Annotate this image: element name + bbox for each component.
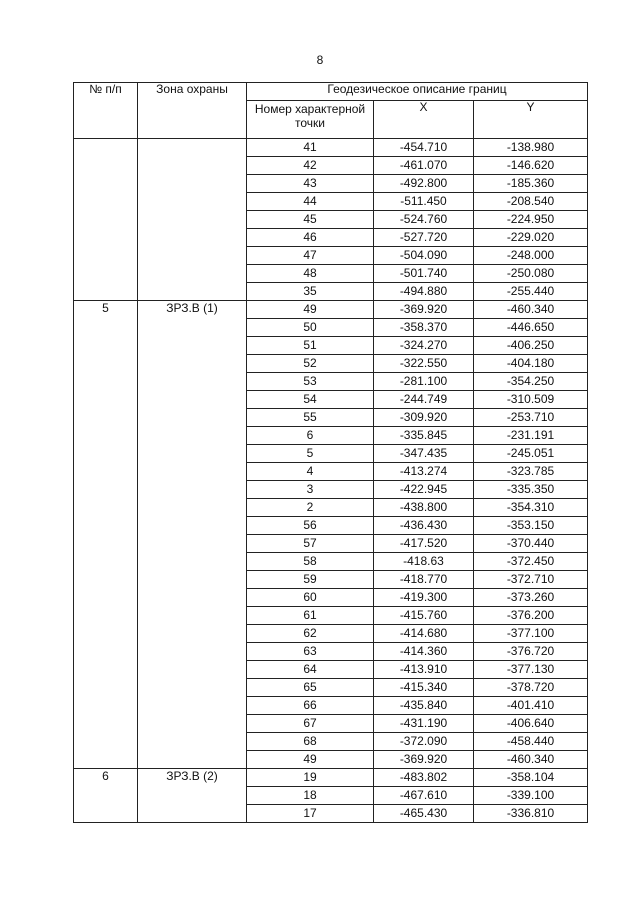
point-number-cell: 42 bbox=[247, 157, 374, 175]
x-coordinate-cell: -524.760 bbox=[374, 211, 474, 229]
x-coordinate-cell: -413.910 bbox=[374, 661, 474, 679]
point-number-cell: 41 bbox=[247, 139, 374, 157]
x-coordinate-cell: -358.370 bbox=[374, 319, 474, 337]
page-number: 8 bbox=[316, 53, 324, 67]
point-number-cell: 5 bbox=[247, 445, 374, 463]
y-coordinate-cell: -358.104 bbox=[474, 769, 588, 787]
y-coordinate-cell: -248.000 bbox=[474, 247, 588, 265]
y-coordinate-cell: -231.191 bbox=[474, 427, 588, 445]
y-coordinate-cell: -250.080 bbox=[474, 265, 588, 283]
y-coordinate-cell: -146.620 bbox=[474, 157, 588, 175]
y-coordinate-cell: -323.785 bbox=[474, 463, 588, 481]
point-number-cell: 51 bbox=[247, 337, 374, 355]
point-number-cell: 2 bbox=[247, 499, 374, 517]
x-coordinate-cell: -422.945 bbox=[374, 481, 474, 499]
y-coordinate-cell: -460.340 bbox=[474, 301, 588, 319]
point-number-cell: 67 bbox=[247, 715, 374, 733]
section-number: 6 bbox=[74, 769, 138, 823]
point-number-cell: 63 bbox=[247, 643, 374, 661]
x-coordinate-cell: -281.100 bbox=[374, 373, 474, 391]
point-number-cell: 53 bbox=[247, 373, 374, 391]
point-number-cell: 45 bbox=[247, 211, 374, 229]
y-coordinate-cell: -376.200 bbox=[474, 607, 588, 625]
table-row bbox=[74, 769, 588, 787]
point-number-cell: 59 bbox=[247, 571, 374, 589]
x-coordinate-cell: -436.430 bbox=[374, 517, 474, 535]
x-coordinate-cell: -438.800 bbox=[374, 499, 474, 517]
y-coordinate-cell: -255.440 bbox=[474, 283, 588, 301]
point-number-cell: 3 bbox=[247, 481, 374, 499]
y-coordinate-cell: -253.710 bbox=[474, 409, 588, 427]
y-coordinate-cell: -354.310 bbox=[474, 499, 588, 517]
x-coordinate-cell: -418.770 bbox=[374, 571, 474, 589]
point-number-cell: 50 bbox=[247, 319, 374, 337]
y-coordinate-cell: -377.130 bbox=[474, 661, 588, 679]
point-number-cell: 48 bbox=[247, 265, 374, 283]
y-coordinate-cell: -336.810 bbox=[474, 805, 588, 823]
x-coordinate-cell: -494.880 bbox=[374, 283, 474, 301]
section-zone: ЗРЗ.В (2) bbox=[138, 769, 247, 823]
point-number-cell: 61 bbox=[247, 607, 374, 625]
header-geodetic-description: Геодезическое описание границ bbox=[247, 83, 588, 101]
x-coordinate-cell: -454.710 bbox=[374, 139, 474, 157]
y-coordinate-cell: -353.150 bbox=[474, 517, 588, 535]
x-coordinate-cell: -415.760 bbox=[374, 607, 474, 625]
x-coordinate-cell: -431.190 bbox=[374, 715, 474, 733]
point-number-cell: 18 bbox=[247, 787, 374, 805]
y-coordinate-cell: -460.340 bbox=[474, 751, 588, 769]
header-x: X bbox=[374, 101, 474, 139]
x-coordinate-cell: -492.800 bbox=[374, 175, 474, 193]
x-coordinate-cell: -483.802 bbox=[374, 769, 474, 787]
x-coordinate-cell: -419.300 bbox=[374, 589, 474, 607]
x-coordinate-cell: -414.360 bbox=[374, 643, 474, 661]
point-number-cell: 47 bbox=[247, 247, 374, 265]
header-number: № п/п bbox=[74, 83, 138, 139]
y-coordinate-cell: -185.360 bbox=[474, 175, 588, 193]
point-number-cell: 4 bbox=[247, 463, 374, 481]
y-coordinate-cell: -245.051 bbox=[474, 445, 588, 463]
point-number-cell: 35 bbox=[247, 283, 374, 301]
y-coordinate-cell: -138.980 bbox=[474, 139, 588, 157]
y-coordinate-cell: -406.640 bbox=[474, 715, 588, 733]
point-number-cell: 62 bbox=[247, 625, 374, 643]
x-coordinate-cell: -369.920 bbox=[374, 751, 474, 769]
x-coordinate-cell: -413.274 bbox=[374, 463, 474, 481]
point-number-cell: 43 bbox=[247, 175, 374, 193]
y-coordinate-cell: -224.950 bbox=[474, 211, 588, 229]
x-coordinate-cell: -414.680 bbox=[374, 625, 474, 643]
point-number-cell: 44 bbox=[247, 193, 374, 211]
x-coordinate-cell: -324.270 bbox=[374, 337, 474, 355]
y-coordinate-cell: -354.250 bbox=[474, 373, 588, 391]
y-coordinate-cell: -458.440 bbox=[474, 733, 588, 751]
point-number-cell: 17 bbox=[247, 805, 374, 823]
x-coordinate-cell: -309.920 bbox=[374, 409, 474, 427]
x-coordinate-cell: -415.340 bbox=[374, 679, 474, 697]
section-number bbox=[74, 139, 138, 301]
x-coordinate-cell: -347.435 bbox=[374, 445, 474, 463]
table-row bbox=[74, 301, 588, 319]
boundary-coordinates-table bbox=[73, 82, 588, 823]
y-coordinate-cell: -404.180 bbox=[474, 355, 588, 373]
section-zone bbox=[138, 139, 247, 301]
point-number-cell: 52 bbox=[247, 355, 374, 373]
y-coordinate-cell: -446.650 bbox=[474, 319, 588, 337]
x-coordinate-cell: -435.840 bbox=[374, 697, 474, 715]
y-coordinate-cell: -370.440 bbox=[474, 535, 588, 553]
y-coordinate-cell: -372.450 bbox=[474, 553, 588, 571]
x-coordinate-cell: -372.090 bbox=[374, 733, 474, 751]
header-y: Y bbox=[474, 101, 588, 139]
x-coordinate-cell: -467.610 bbox=[374, 787, 474, 805]
table-body bbox=[74, 139, 588, 823]
point-number-cell: 65 bbox=[247, 679, 374, 697]
x-coordinate-cell: -417.520 bbox=[374, 535, 474, 553]
point-number-cell: 64 bbox=[247, 661, 374, 679]
point-number-cell: 55 bbox=[247, 409, 374, 427]
point-number-cell: 68 bbox=[247, 733, 374, 751]
point-number-cell: 6 bbox=[247, 427, 374, 445]
y-coordinate-cell: -406.250 bbox=[474, 337, 588, 355]
x-coordinate-cell: -461.070 bbox=[374, 157, 474, 175]
x-coordinate-cell: -244.749 bbox=[374, 391, 474, 409]
y-coordinate-cell: -310.509 bbox=[474, 391, 588, 409]
y-coordinate-cell: -335.350 bbox=[474, 481, 588, 499]
header-point-number: Номер характерной точки bbox=[247, 101, 374, 139]
y-coordinate-cell: -378.720 bbox=[474, 679, 588, 697]
table-row bbox=[74, 139, 588, 157]
y-coordinate-cell: -339.100 bbox=[474, 787, 588, 805]
y-coordinate-cell: -373.260 bbox=[474, 589, 588, 607]
point-number-cell: 49 bbox=[247, 751, 374, 769]
x-coordinate-cell: -511.450 bbox=[374, 193, 474, 211]
x-coordinate-cell: -465.430 bbox=[374, 805, 474, 823]
point-number-cell: 58 bbox=[247, 553, 374, 571]
section-number: 5 bbox=[74, 301, 138, 769]
y-coordinate-cell: -229.020 bbox=[474, 229, 588, 247]
y-coordinate-cell: -376.720 bbox=[474, 643, 588, 661]
point-number-cell: 60 bbox=[247, 589, 374, 607]
point-number-cell: 49 bbox=[247, 301, 374, 319]
point-number-cell: 54 bbox=[247, 391, 374, 409]
x-coordinate-cell: -322.550 bbox=[374, 355, 474, 373]
x-coordinate-cell: -527.720 bbox=[374, 229, 474, 247]
x-coordinate-cell: -501.740 bbox=[374, 265, 474, 283]
x-coordinate-cell: -335.845 bbox=[374, 427, 474, 445]
x-coordinate-cell: -369.920 bbox=[374, 301, 474, 319]
point-number-cell: 57 bbox=[247, 535, 374, 553]
y-coordinate-cell: -401.410 bbox=[474, 697, 588, 715]
point-number-cell: 46 bbox=[247, 229, 374, 247]
point-number-cell: 19 bbox=[247, 769, 374, 787]
y-coordinate-cell: -372.710 bbox=[474, 571, 588, 589]
x-coordinate-cell: -418.63 bbox=[374, 553, 474, 571]
point-number-cell: 66 bbox=[247, 697, 374, 715]
header-zone: Зона охраны bbox=[138, 83, 247, 139]
y-coordinate-cell: -377.100 bbox=[474, 625, 588, 643]
x-coordinate-cell: -504.090 bbox=[374, 247, 474, 265]
section-zone: ЗРЗ.В (1) bbox=[138, 301, 247, 769]
y-coordinate-cell: -208.540 bbox=[474, 193, 588, 211]
point-number-cell: 56 bbox=[247, 517, 374, 535]
